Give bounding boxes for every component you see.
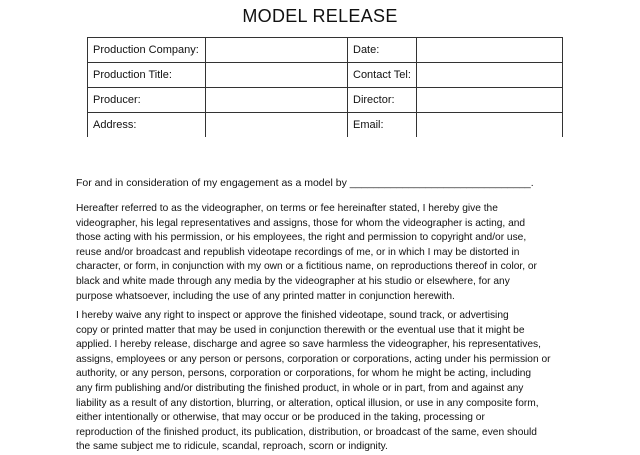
paragraph-line: liability as a result of any distortion, blurring, or alteration, optical illusion, or use in any composite form,: [76, 397, 539, 409]
address-label: Address:: [88, 113, 206, 138]
release-paragraph-1: [76, 202, 576, 304]
document-title: MODEL RELEASE: [242, 6, 398, 26]
director-label: Director:: [348, 88, 417, 113]
paragraph-line: authority, or any person, persons, corporation or corporations, for whom he might be acting, including: [76, 368, 532, 380]
paragraph-line: either intentionally or otherwise, that may occur or be produced in the taking, processing or: [76, 412, 485, 424]
contact-tel-field[interactable]: [417, 63, 563, 88]
engagement-line: For and in consideration of my engagement as a model by _______________________________.: [76, 177, 534, 189]
paragraph-line: black and white made through any media by the videographer at his studio or elsewhere, for any: [76, 275, 510, 287]
release-paragraph-2: [76, 309, 576, 455]
paragraph-line: purpose whatsoever, including the use of any printed matter in conjunction herewith.: [76, 290, 455, 302]
email-field[interactable]: [417, 113, 563, 138]
email-label: Email:: [348, 113, 417, 138]
date-label: Date:: [348, 38, 417, 63]
paragraph-line: assigns, employees or any person or persons, corporation or corporations, acting under his permission or: [76, 353, 551, 365]
production-title-field[interactable]: [206, 63, 348, 88]
paragraph-line: Hereafter referred to as the videographer, on terms or fee hereinafter stated, I hereby give the: [76, 203, 498, 214]
date-field[interactable]: [417, 38, 563, 63]
production-title-label: Production Title:: [88, 63, 206, 88]
producer-field[interactable]: [206, 88, 348, 113]
address-field[interactable]: [206, 113, 348, 138]
paragraph-line: character, or form, in conjunction with my own or a fictitious name, on reproductions thereof in color, or: [76, 261, 537, 273]
paragraph-line: the same subject me to ridicule, scandal, reproach, scorn or indignity.: [76, 441, 388, 453]
table-row: [88, 88, 563, 113]
production-company-field[interactable]: [206, 38, 348, 63]
paragraph-line: I hereby waive any right to inspect or approve the finished videotape, sound track, or advertising: [76, 310, 509, 321]
paragraph-line: copy or printed matter that may be used in conjunction therewith or the eventual use that it might be: [76, 324, 525, 336]
producer-label: Producer:: [88, 88, 206, 113]
table-row: [88, 38, 563, 63]
paragraph-line: reproduction of the finished product, its publication, distribution, or broadcast of the same, even should: [76, 426, 537, 438]
table-row: [88, 113, 563, 138]
paragraph-line: those acting with his permission, or his employees, the right and permission to copyright and/or use,: [76, 232, 527, 244]
paragraph-line: reuse and/or broadcast and republish videotape recordings of me, or in which I may be distorted in: [76, 246, 520, 258]
contact-tel-label: Contact Tel:: [348, 63, 417, 88]
paragraph-line: any firm publishing and/or distributing the finished product, in whole or in part, from and against any: [76, 382, 524, 394]
production-company-label: Production Company:: [88, 38, 206, 63]
paragraph-line: videographer, his legal representatives and assigns, those for whom the videographer is acting, and: [76, 217, 526, 229]
paragraph-line: applied. I hereby release, discharge and agree so save harmless the videographer, his representatives,: [76, 339, 541, 351]
director-field[interactable]: [417, 88, 563, 113]
production-info-table: [87, 37, 563, 137]
table-row: [88, 63, 563, 88]
